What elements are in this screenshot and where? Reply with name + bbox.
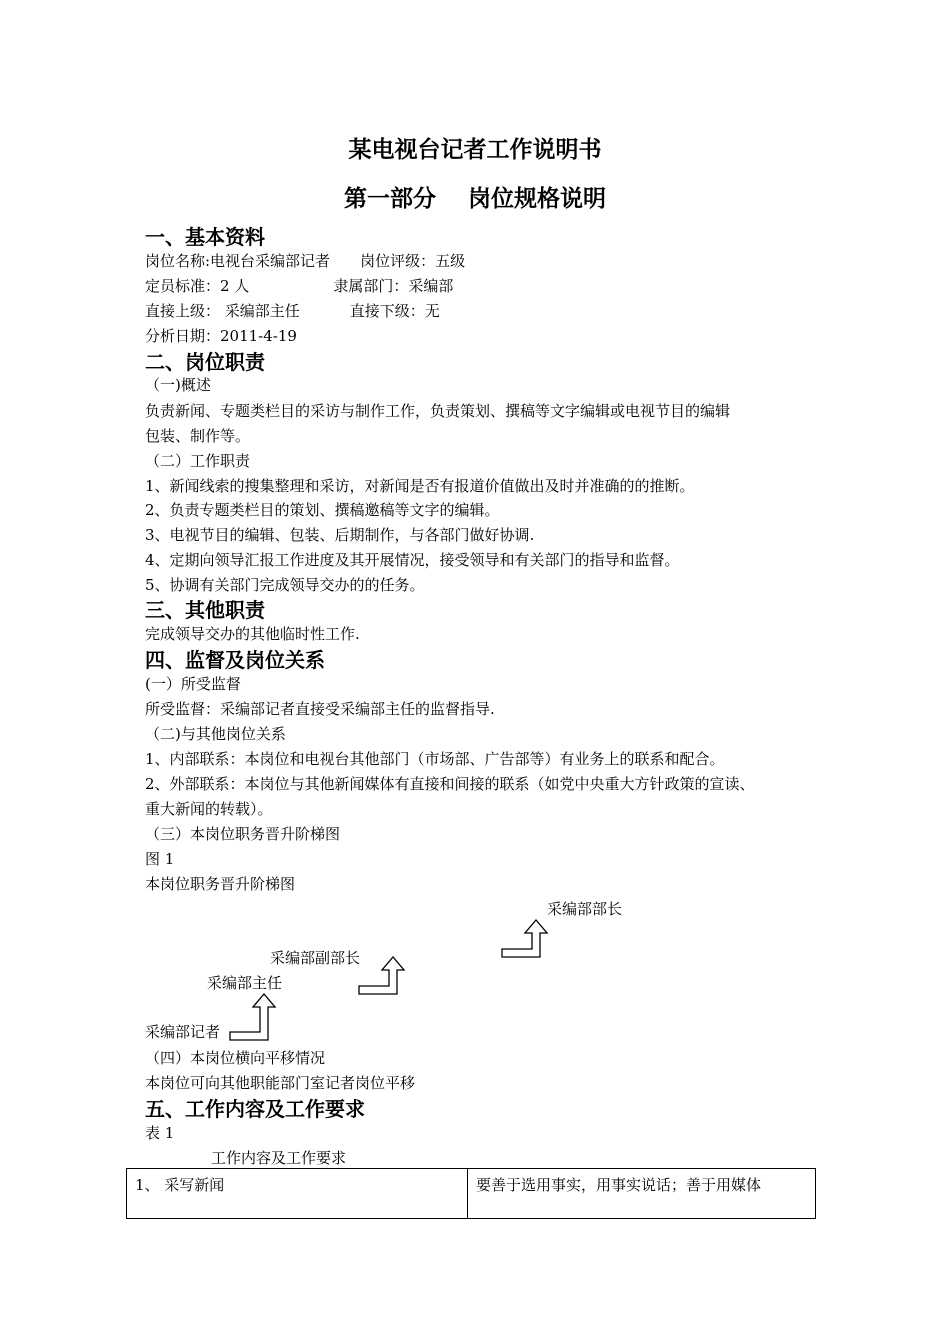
section-heading-duties: 二、岗位职责	[145, 350, 265, 374]
section-heading-work-content: 五、工作内容及工作要求	[145, 1097, 365, 1121]
step-arrow-icon	[230, 994, 275, 1040]
document-title: 某电视台记者工作说明书	[348, 137, 602, 163]
work-content-table	[126, 1168, 816, 1219]
section-heading-other-duties: 三、其他职责	[145, 598, 265, 622]
step-arrow-icon	[359, 957, 404, 994]
external-relation-1: 2、外部联系：本岗位与其他新闻媒体有直接和间接的联系（如党中央重大方针政策的宣读、	[145, 775, 755, 793]
duty-item: 5、协调有关部门完成领导交办的的任务。	[145, 576, 425, 594]
department: 隶属部门：采编部	[333, 277, 454, 295]
step-arrow-icon	[502, 920, 547, 957]
overview-text-2: 包装、制作等。	[145, 427, 251, 445]
direct-superior: 直接上级： 采编部主任	[145, 302, 300, 320]
other-duties-text: 完成领导交办的其他临时性工作.	[145, 625, 360, 643]
section-heading-basic-info: 一、基本资料	[145, 225, 265, 249]
overview-text-1: 负责新闻、专题类栏目的采访与制作工作，负责策划、撰稿等文字编辑或电视节目的编辑	[145, 402, 731, 420]
lateral-subheading: （四）本岗位横向平移情况	[145, 1049, 326, 1067]
ladder-label-supervisor: 采编部主任	[207, 974, 283, 992]
position-grade: 岗位评级：五级	[360, 252, 466, 270]
ladder-label-deputy-director: 采编部副部长	[270, 949, 361, 967]
external-relation-2: 重大新闻的转载）。	[145, 800, 273, 818]
duty-item: 1、新闻线索的搜集整理和采访，对新闻是否有报道价值做出及时并准确的的推断。	[145, 477, 695, 495]
position-name: 岗位名称:电视台采编部记者	[145, 252, 331, 270]
promotion-subheading: （三）本岗位职务晋升阶梯图	[145, 825, 341, 843]
part-title: 第一部分 岗位规格说明	[343, 186, 607, 212]
ladder-label-reporter: 采编部记者	[145, 1023, 221, 1041]
analysis-date: 分析日期：2011-4-19	[145, 327, 297, 345]
duty-item: 3、电视节目的编辑、包装、后期制作，与各部门做好协调.	[145, 526, 535, 544]
overview-subheading: （一)概述	[145, 376, 211, 394]
ladder-label-director: 采编部部长	[547, 900, 623, 918]
supervision-subheading: (一）所受监督	[145, 675, 241, 693]
table-number: 表 1	[145, 1124, 175, 1142]
table-row	[127, 1169, 816, 1219]
duties-subheading: （二）工作职责	[145, 452, 251, 470]
relations-subheading: （二)与其他岗位关系	[145, 725, 286, 743]
staffing-standard: 定员标准：2 人	[145, 277, 250, 295]
duty-item: 4、定期向领导汇报工作进度及其开展情况，接受领导和有关部门的指导和监督。	[145, 551, 680, 569]
supervision-text: 所受监督：采编部记者直接受采编部主任的监督指导.	[145, 700, 495, 718]
lateral-text: 本岗位可向其他职能部门室记者岗位平移	[145, 1074, 416, 1092]
figure-number: 图 1	[145, 850, 175, 868]
duty-item: 2、负责专题类栏目的策划、撰稿邀稿等文字的编辑。	[145, 501, 500, 519]
internal-relation: 1、内部联系：本岗位和电视台其他部门（市场部、广告部等）有业务上的联系和配合。	[145, 750, 725, 768]
table-caption: 工作内容及工作要求	[211, 1149, 347, 1167]
work-content-cell: 1、 采写新闻	[127, 1169, 468, 1219]
work-requirement-cell: 要善于选用事实，用事实说话；善于用媒体	[468, 1169, 816, 1219]
direct-subordinate: 直接下级：无	[349, 302, 440, 320]
section-heading-relations: 四、监督及岗位关系	[145, 648, 325, 672]
figure-caption: 本岗位职务晋升阶梯图	[145, 875, 296, 893]
